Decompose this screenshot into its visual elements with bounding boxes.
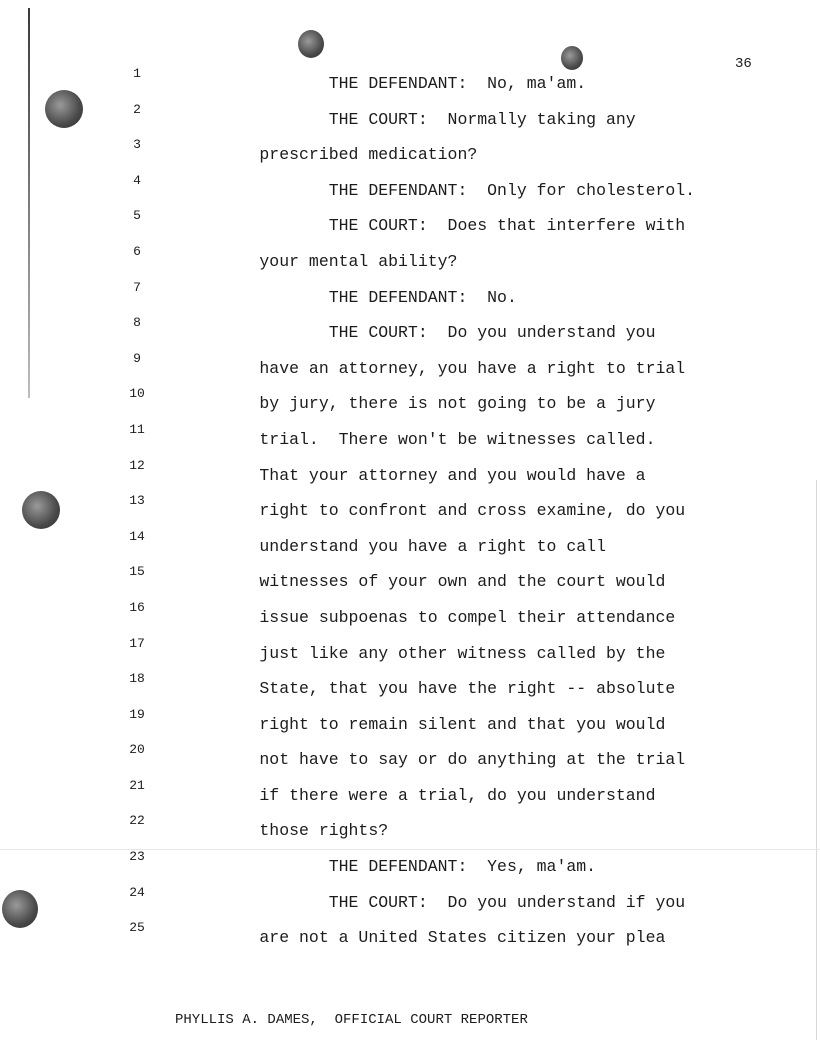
line-number: 15: [129, 564, 145, 580]
transcript-line: just like any other witness called by the: [200, 643, 666, 663]
line-number: 22: [129, 813, 145, 829]
transcript-text: [200, 66, 790, 956]
line-number: 18: [129, 671, 145, 687]
transcript-line: THE COURT: Does that interfere with: [200, 216, 686, 236]
line-number: 20: [129, 742, 145, 758]
transcript-line: THE COURT: Normally taking any: [200, 109, 636, 129]
line-number: 16: [129, 599, 145, 615]
transcript-line: have an attorney, you have a right to trial: [200, 358, 686, 378]
transcript-line: your mental ability?: [200, 251, 458, 271]
transcript-line: THE DEFENDANT: Only for cholesterol.: [200, 180, 696, 200]
line-number: 14: [129, 528, 145, 544]
line-number: 10: [129, 386, 145, 402]
transcript-line: those rights?: [200, 821, 389, 841]
line-number: 1: [133, 66, 141, 81]
court-reporter-footer: PHYLLIS A. DAMES, OFFICIAL COURT REPORTER: [175, 1012, 528, 1028]
punch-hole: [22, 491, 60, 529]
line-number: 2: [133, 101, 141, 117]
transcript-line: issue subpoenas to compel their attendance: [200, 607, 676, 627]
punch-hole: [298, 30, 324, 58]
transcript-line: prescribed medication?: [200, 145, 478, 165]
transcript-line: right to remain silent and that you would: [200, 714, 666, 734]
line-number: 24: [129, 884, 145, 900]
transcript-line: That your attorney and you would have a: [200, 465, 646, 485]
line-number-column: [112, 66, 162, 956]
transcript-line: if there were a trial, do you understand: [200, 785, 656, 805]
line-number: 4: [133, 172, 141, 188]
transcript-line: THE DEFENDANT: No.: [200, 287, 517, 307]
line-number: 17: [129, 635, 145, 651]
transcript-line: State, that you have the right -- absolute: [200, 679, 676, 699]
line-number: 21: [129, 777, 145, 793]
transcript-line: are not a United States citizen your plea: [200, 928, 666, 948]
right-edge-mark: [816, 480, 817, 1040]
line-number: 9: [133, 350, 141, 366]
line-number: 13: [129, 493, 145, 509]
transcript-line: by jury, there is not going to be a jury: [200, 394, 656, 414]
line-number: 3: [133, 137, 141, 153]
page-number: 36: [735, 56, 752, 72]
line-number: 7: [133, 279, 141, 295]
transcript-line: understand you have a right to call: [200, 536, 606, 556]
line-number: 11: [129, 421, 145, 437]
transcript-line: THE DEFENDANT: Yes, ma'am.: [200, 857, 597, 877]
transcript-line: THE COURT: Do you understand if you: [200, 892, 686, 912]
transcript-line: trial. There won't be witnesses called.: [200, 429, 656, 449]
line-number: 25: [129, 920, 145, 936]
line-number: 12: [129, 457, 145, 473]
transcript-line: THE COURT: Do you understand you: [200, 323, 656, 343]
transcript-line: witnesses of your own and the court would: [200, 572, 666, 592]
line-number: 19: [129, 706, 145, 722]
line-number: 5: [133, 208, 141, 224]
punch-hole: [45, 90, 83, 128]
transcript-line: THE DEFENDANT: No, ma'am.: [200, 74, 587, 93]
line-number: 23: [129, 849, 145, 865]
line-number: 6: [133, 243, 141, 259]
left-edge-mark: [28, 8, 30, 398]
transcript-line: right to confront and cross examine, do you: [200, 501, 686, 521]
transcript-line: not have to say or do anything at the trial: [200, 750, 686, 770]
punch-hole: [2, 890, 38, 928]
line-number: 8: [133, 315, 141, 331]
